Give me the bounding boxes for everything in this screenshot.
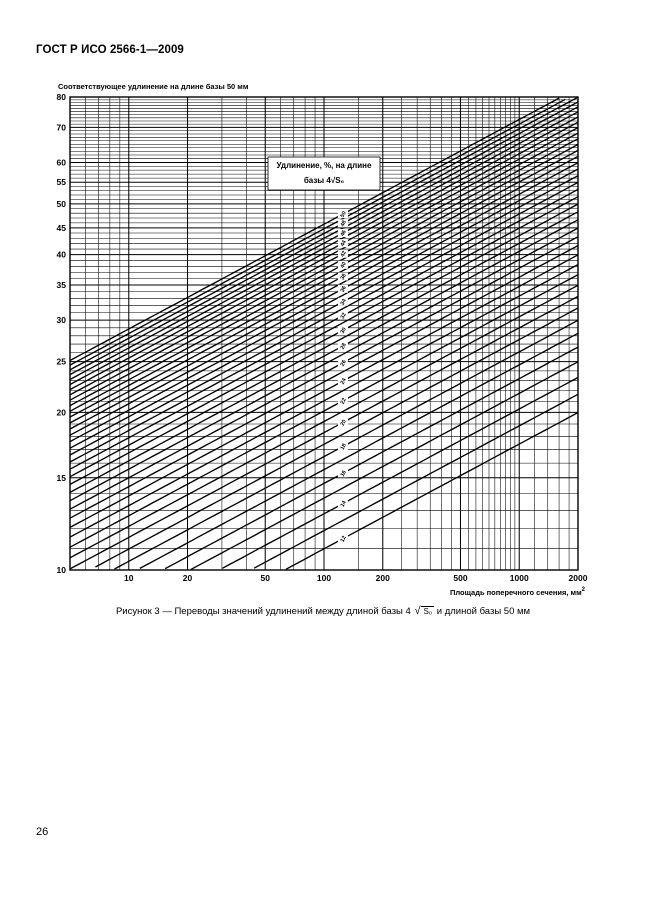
series-label-16: 16: [339, 469, 348, 478]
series-label-14: 14: [339, 499, 348, 509]
y-tick-label: 80: [56, 92, 66, 102]
series-label-24: 24: [339, 377, 348, 386]
series-label-42: 42: [339, 250, 348, 259]
caption-suffix: и длиной базы 50 мм: [436, 606, 531, 617]
radical-sign-icon: √: [414, 605, 421, 617]
x-axis-ticks: [124, 573, 588, 583]
series-label-12: 12: [339, 535, 348, 544]
series-label-18: 18: [339, 442, 348, 452]
y-tick-label: 50: [56, 198, 66, 209]
x-axis-title-superscript: 2: [581, 587, 585, 593]
x-tick-label: 20: [182, 573, 193, 583]
y-tick-label: 45: [56, 222, 66, 233]
y-tick-label: 25: [56, 356, 66, 367]
y-tick-label: 30: [56, 315, 66, 326]
legend-line-1: Удлинение, %, на длине: [276, 161, 372, 170]
x-tick-label: 100: [316, 573, 332, 583]
caption-radical: [414, 606, 434, 617]
series-label-30: 30: [339, 326, 348, 335]
series-line-14: [222, 378, 578, 569]
x-tick-label: 10: [124, 573, 134, 583]
y-tick-label: 70: [56, 122, 66, 133]
y-axis-title: Соответствующее удлинение на длине базы 50 мм: [58, 82, 249, 91]
caption-prefix: Рисунок 3 — Переводы значений удлинений между длиной базы 4: [115, 606, 411, 617]
series-label-36: 36: [339, 285, 348, 294]
x-tick-label: 1000: [509, 573, 529, 583]
y-tick-label: 40: [56, 249, 66, 260]
series-label-20: 20: [339, 418, 348, 428]
series-line-15: [191, 362, 578, 570]
y-axis-ticks: [57, 92, 67, 575]
y-tick-label: 55: [56, 177, 66, 188]
legend-line-2: базы 4√S₀: [303, 176, 345, 185]
x-tick-label: 50: [260, 573, 270, 583]
y-tick-label: 35: [56, 280, 66, 291]
x-axis-title: [450, 587, 586, 597]
series-label-50: 50: [339, 210, 348, 219]
series-label-26: 26: [339, 359, 348, 368]
legend: [268, 157, 380, 190]
series-label-32: 32: [339, 311, 348, 321]
series-label-22: 22: [339, 397, 348, 406]
figure-caption: [0, 606, 646, 617]
document-header: ГОСТ Р ИСО 2566-1—2009: [36, 44, 184, 56]
series-line-49: [70, 99, 565, 368]
x-tick-label: 200: [375, 573, 390, 583]
series-line-12: [286, 413, 578, 570]
series-label-48: 48: [339, 219, 348, 228]
x-axis-title-text: Площадь поперечного сечения, мм: [449, 588, 582, 597]
series-label-44: 44: [339, 239, 348, 248]
series-label-34: 34: [339, 298, 348, 307]
series-label-38: 38: [339, 272, 348, 282]
y-tick-label: 15: [56, 472, 66, 483]
x-tick-label: 500: [453, 573, 468, 583]
series-label-28: 28: [339, 342, 348, 351]
x-tick-label: 2000: [568, 573, 588, 583]
y-tick-label: 60: [56, 157, 66, 168]
y-tick-label: 10: [56, 565, 66, 575]
page-number: 26: [36, 826, 49, 838]
series-label-46: 46: [339, 229, 348, 238]
y-tick-label: 20: [56, 407, 66, 418]
series-label-40: 40: [339, 261, 348, 270]
caption-radicand: S₀: [423, 607, 433, 616]
